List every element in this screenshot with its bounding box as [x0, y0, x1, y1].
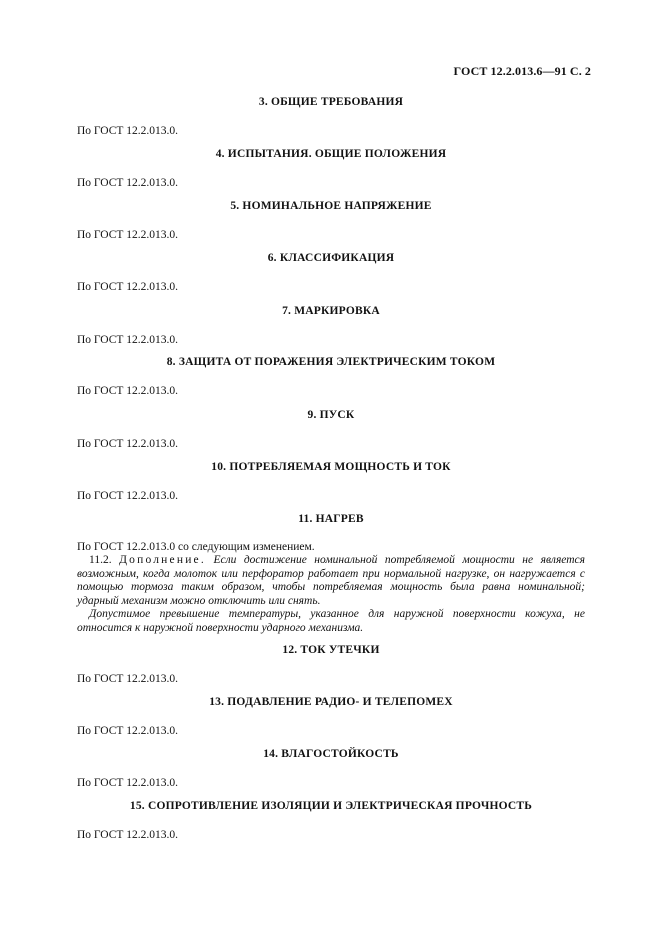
clause-text: Если достижение номинальной потребляемой мощности не является возможным, когда молоток или перфоратор работает при нормальной нагрузке, он нагружается с помощью тормоза таким образом, чтобы потребляемая мощность была равна номинальной; ударный механизм можно отключить или снять. [77, 554, 585, 607]
section-9 [77, 408, 585, 451]
section-title: 9. ПУСК [307, 409, 355, 421]
section-body: По ГОСТ 12.2.013.0. [77, 229, 179, 241]
clause-note: Допустимое превышение температуры, указанное для наружной поверхности кожуха, не относится к наружной поверхности ударного механизма. [77, 608, 585, 634]
section-body: По ГОСТ 12.2.013.0. [77, 281, 179, 293]
clause-11-2 [77, 554, 585, 608]
section-14 [77, 747, 585, 790]
section-15 [77, 799, 585, 842]
section-11 [77, 512, 585, 636]
section-10 [77, 460, 585, 503]
section-5 [77, 199, 585, 242]
section-12 [77, 643, 585, 686]
section-title: 11. НАГРЕВ [298, 513, 364, 525]
section-body: По ГОСТ 12.2.013.0. [77, 725, 179, 737]
clause-label: Дополнение. [119, 554, 206, 566]
section-3 [77, 95, 585, 138]
section-body: По ГОСТ 12.2.013.0. [77, 385, 179, 397]
section-title: 7. МАРКИРОВКА [282, 305, 380, 317]
section-title: 4. ИСПЫТАНИЯ. ОБЩИЕ ПОЛОЖЕНИЯ [215, 148, 447, 160]
section-title: 13. ПОДАВЛЕНИЕ РАДИО- И ТЕЛЕПОМЕХ [209, 696, 453, 708]
section-title: 3. ОБЩИЕ ТРЕБОВАНИЯ [258, 96, 404, 108]
section-body: По ГОСТ 12.2.013.0. [77, 438, 179, 450]
section-title: 8. ЗАЩИТА ОТ ПОРАЖЕНИЯ ЭЛЕКТРИЧЕСКИМ ТОКОМ [166, 356, 496, 368]
clause-number: 11.2. [89, 554, 112, 566]
section-4 [77, 147, 585, 190]
section-body: По ГОСТ 12.2.013.0. [77, 829, 179, 841]
section-body: По ГОСТ 12.2.013.0 со следующим изменением. [77, 541, 315, 553]
section-title: 10. ПОТРЕБЛЯЕМАЯ МОЩНОСТЬ И ТОК [211, 461, 451, 473]
section-title: 14. ВЛАГОСТОЙКОСТЬ [263, 748, 399, 760]
section-title: 15. СОПРОТИВЛЕНИЕ ИЗОЛЯЦИИ И ЭЛЕКТРИЧЕСКАЯ ПРОЧНОСТЬ [129, 800, 533, 812]
section-body: По ГОСТ 12.2.013.0. [77, 334, 179, 346]
section-body: По ГОСТ 12.2.013.0. [77, 125, 179, 137]
section-body: По ГОСТ 12.2.013.0. [77, 673, 179, 685]
section-body: По ГОСТ 12.2.013.0. [77, 777, 179, 789]
section-title: 12. ТОК УТЕЧКИ [282, 644, 380, 656]
section-body: По ГОСТ 12.2.013.0. [77, 177, 179, 189]
section-title: 6. КЛАССИФИКАЦИЯ [267, 252, 395, 264]
section-13 [77, 695, 585, 738]
page-header: ГОСТ 12.2.013.6—91 С. 2 [453, 64, 591, 78]
section-title: 5. НОМИНАЛЬНОЕ НАПРЯЖЕНИЕ [230, 200, 432, 212]
section-8 [77, 355, 585, 398]
section-6 [77, 251, 585, 294]
section-7 [77, 304, 585, 347]
section-body: По ГОСТ 12.2.013.0. [77, 490, 179, 502]
